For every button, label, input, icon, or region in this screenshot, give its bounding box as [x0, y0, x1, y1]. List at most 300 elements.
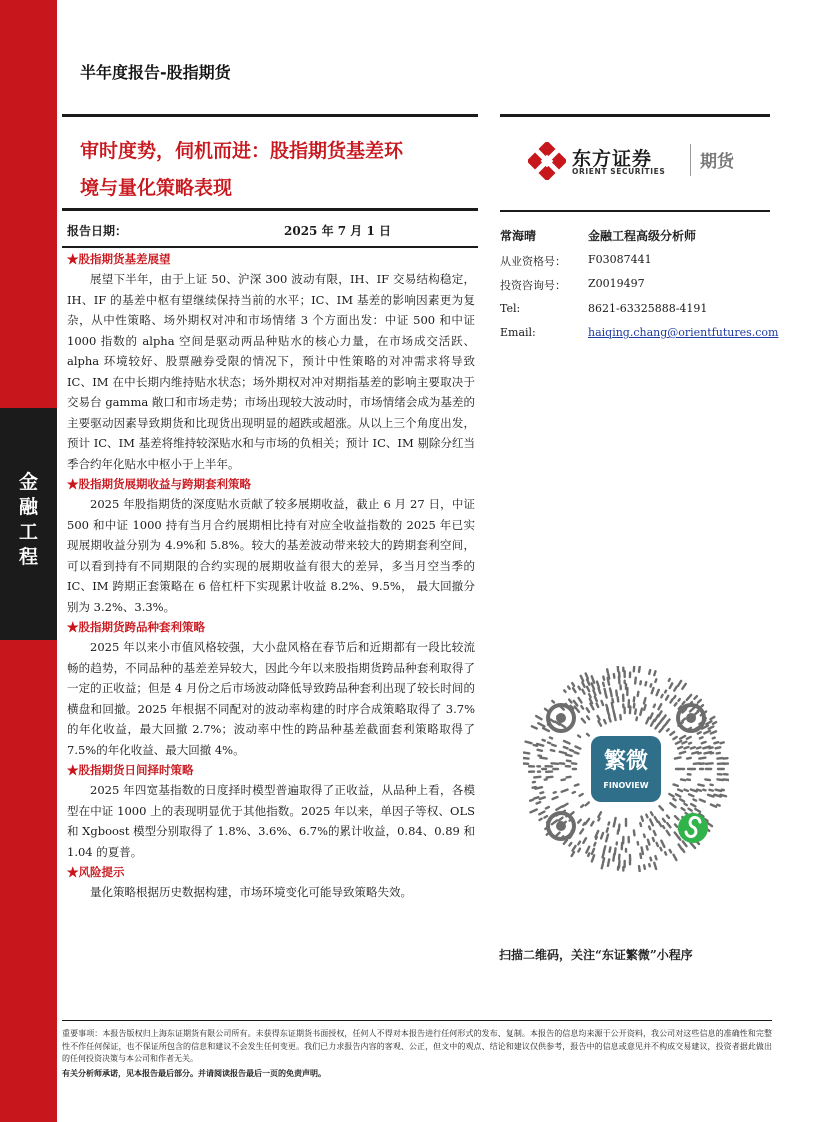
- qr-pattern-dot: [670, 732, 674, 735]
- qr-pattern-dot: [670, 803, 675, 807]
- qr-pattern-dot: [659, 711, 662, 716]
- qr-center-en: FINOVIEW: [603, 781, 649, 790]
- qr-pattern-dot: [684, 804, 686, 805]
- qr-pattern-dot: [651, 684, 652, 686]
- qr-pattern-dot: [592, 849, 594, 854]
- qr-pattern-dot: [564, 690, 565, 692]
- qr-pattern-dot: [603, 858, 604, 862]
- qr-pattern-dot: [684, 747, 688, 748]
- qr-pattern-dot: [691, 843, 696, 848]
- qr-pattern-dot: [543, 728, 549, 731]
- qr-pattern-dot: [568, 687, 570, 689]
- qr-pattern-dot: [649, 670, 650, 674]
- report-type: 半年度报告-股指期货: [80, 63, 231, 82]
- qr-pattern-dot: [556, 806, 562, 809]
- qr-pattern-dot: [536, 716, 541, 719]
- analyst-row: [500, 271, 770, 296]
- qr-pattern-dot: [676, 741, 681, 744]
- qr-pattern-dot: [663, 819, 665, 822]
- qr-pattern-dot: [663, 715, 666, 719]
- qr-pattern-dot: [602, 864, 603, 868]
- section-heading: ★股指期货跨品种套利策略: [67, 620, 205, 634]
- qr-finder-dot: [556, 713, 566, 723]
- qr-pattern-dot: [578, 820, 581, 823]
- qr-pattern-dot: [634, 830, 635, 835]
- qr-pattern-dot: [669, 679, 670, 681]
- qr-pattern-dot: [595, 697, 597, 701]
- qr-pattern-dot: [608, 674, 609, 678]
- qr-pattern-dot: [594, 843, 595, 846]
- analyst-header-row: [500, 222, 770, 247]
- analyst-row-value: Z0019497: [588, 277, 645, 290]
- qr-pattern-dot: [659, 806, 663, 810]
- report-title-line: 审时度势，伺机而进：股指期货基差环: [80, 140, 404, 162]
- qr-pattern-dot: [534, 745, 537, 746]
- qr-pattern-dot: [572, 683, 574, 686]
- qr-pattern-dot: [610, 847, 611, 851]
- qr-pattern-dot: [691, 747, 695, 748]
- category-char: 工: [18, 521, 38, 543]
- qr-pattern-dot: [682, 849, 684, 852]
- disclaimer: [62, 1020, 772, 1079]
- logo-cn: 东方证券: [572, 148, 653, 170]
- qr-pattern-dot: [667, 823, 670, 827]
- category-char: 程: [18, 546, 38, 568]
- qr-pattern-dot: [574, 701, 578, 706]
- qr-pattern-dot: [526, 742, 532, 744]
- divider: [500, 210, 770, 212]
- qr-pattern-dot: [723, 779, 729, 780]
- qr-pattern-dot: [581, 805, 583, 807]
- qr-pattern-dot: [682, 742, 686, 744]
- qr-pattern-dot: [569, 700, 571, 703]
- qr-pattern-dot: [543, 740, 545, 741]
- qr-pattern-dot: [552, 745, 556, 746]
- report-date-label: 报告日期：: [67, 224, 128, 238]
- analyst-email-link[interactable]: haiqing.chang@orientfutures.com: [588, 326, 779, 339]
- qr-pattern-dot: [711, 731, 716, 733]
- qr-pattern-dot: [650, 820, 653, 826]
- qr-pattern-dot: [646, 815, 647, 818]
- qr-pattern-dot: [708, 795, 714, 797]
- divider: [62, 208, 478, 211]
- qr-pattern-dot: [640, 854, 641, 858]
- qr-pattern-dot: [598, 721, 601, 726]
- qr-pattern-dot: [605, 689, 606, 692]
- qr-pattern-dot: [705, 779, 710, 780]
- qr-pattern-dot: [599, 688, 601, 693]
- qr-pattern-dot: [533, 787, 536, 788]
- qr-pattern-dot: [721, 742, 724, 743]
- section-heading: ★股指期货日间择时策略: [67, 763, 194, 777]
- qr-pattern-dot: [613, 854, 614, 861]
- qr-pattern-dot: [550, 737, 552, 738]
- qr-pattern-dot: [613, 710, 614, 714]
- qr-pattern-dot: [658, 704, 661, 709]
- divider: [62, 246, 478, 248]
- category-char: 金: [18, 471, 38, 493]
- qr-pattern-dot: [667, 720, 670, 723]
- qr-pattern-dot: [560, 752, 566, 754]
- qr-pattern-dot: [593, 690, 595, 695]
- qr-pattern-dot: [697, 790, 701, 791]
- qr-pattern-dot: [713, 722, 716, 724]
- qr-pattern-dot: [607, 828, 608, 831]
- qr-pattern-dot: [573, 792, 575, 793]
- qr-pattern-dot: [606, 705, 607, 710]
- qr-pattern-dot: [554, 792, 556, 793]
- orient-logo-icon: [528, 142, 566, 180]
- section: [67, 617, 475, 760]
- qr-pattern-dot: [716, 747, 721, 748]
- qr-pattern-dot: [649, 864, 650, 866]
- qr-code-image: [523, 666, 729, 872]
- qr-finder-dot: [686, 713, 696, 723]
- qr-pattern-dot: [654, 863, 656, 869]
- qr-pattern-dot: [534, 797, 538, 798]
- qr-pattern-dot: [669, 794, 673, 796]
- qr-pattern-dot: [552, 820, 557, 824]
- qr-pattern-dot: [661, 695, 662, 697]
- qr-pattern-dot: [562, 790, 568, 792]
- qr-pattern-dot: [670, 850, 671, 852]
- qr-pattern-dot: [596, 837, 597, 839]
- qr-pattern-dot: [666, 696, 668, 700]
- qr-pattern-dot: [566, 755, 571, 756]
- qr-pattern-dot: [694, 696, 697, 699]
- qr-pattern-dot: [576, 747, 581, 749]
- report-date-value: 2025 年 7 月 1 日: [284, 224, 391, 238]
- logo-suffix: 期货: [700, 152, 734, 172]
- qr-pattern-dot: [573, 688, 576, 692]
- qr-pattern-dot: [641, 817, 642, 821]
- qr-pattern-dot: [580, 794, 583, 796]
- qr-pattern-dot: [675, 824, 677, 826]
- qr-pattern-dot: [601, 833, 603, 838]
- qr-pattern-dot: [603, 677, 604, 680]
- qr-pattern-dot: [651, 812, 653, 815]
- paragraph-text: 量化策略根据历史数据构建，市场环境变化可能导致策略失效。: [90, 885, 412, 899]
- qr-pattern-dot: [674, 696, 675, 698]
- qr-pattern-dot: [587, 734, 589, 736]
- qr-pattern-dot: [597, 703, 599, 706]
- qr-pattern-dot: [588, 853, 589, 855]
- qr-pattern-dot: [659, 728, 662, 732]
- qr-pattern-dot: [586, 674, 588, 679]
- qr-pattern-dot: [691, 790, 697, 792]
- qr-pattern-dot: [709, 790, 712, 791]
- qr-pattern-dot: [552, 763, 559, 764]
- qr-pattern-dot: [604, 720, 605, 723]
- qr-pattern-dot: [717, 758, 722, 759]
- qr-pattern-dot: [680, 736, 685, 739]
- qr-pattern-dot: [592, 683, 594, 689]
- qr-pattern-dot: [581, 676, 583, 681]
- qr-pattern-dot: [699, 758, 705, 759]
- disclaimer-text: 重要事项：本报告版权归上海东证期货有限公司所有。未获得东证期货书面授权，任何人不得对本报告进行任何形式的发布、复制。本报告的信息均来源于公开资料，我公司对这些信息的准确性和完整性不作任何保证，也不保证所包含的信息和建议不会发生任何变更。我们已力求报告内容的客观、公正，但文中的观点、结论和建议仅供参考，报告中的信息或意见并不构成交易建议，投资者据此做出的任何投资决策与本公司和作者无关。: [62, 1029, 772, 1063]
- qr-pattern-dot: [552, 701, 554, 703]
- qr-pattern-dot: [616, 691, 617, 696]
- qr-pattern-dot: [612, 699, 613, 702]
- qr-pattern-dot: [673, 737, 676, 739]
- qr-pattern-dot: [683, 841, 687, 846]
- qr-pattern-dot: [711, 805, 716, 807]
- report-title: [80, 133, 475, 207]
- qr-pattern-dot: [682, 719, 685, 721]
- qr-pattern-dot: [667, 816, 669, 818]
- qr-pattern-dot: [587, 680, 589, 685]
- qr-pattern-dot: [582, 719, 585, 723]
- qr-center-cn: 繁微: [603, 749, 649, 774]
- qr-pattern-dot: [604, 846, 605, 851]
- qr-pattern-dot: [640, 823, 641, 826]
- qr-pattern-dot: [687, 695, 691, 700]
- qr-pattern-dot: [700, 800, 705, 802]
- qr-pattern-dot: [670, 699, 672, 702]
- qr-pattern-dot: [578, 849, 580, 852]
- qr-pattern-dot: [578, 736, 580, 737]
- qr-pattern-dot: [614, 824, 615, 827]
- qr-pattern-dot: [667, 831, 670, 835]
- qr-pattern-dot: [676, 794, 680, 796]
- qr-pattern-dot: [539, 812, 544, 815]
- section: [67, 862, 475, 903]
- qr-pattern-dot: [592, 855, 594, 861]
- analyst-row-label: Tel:: [500, 301, 521, 315]
- analyst-row-label: Email:: [500, 326, 536, 339]
- qr-pattern-dot: [538, 723, 544, 726]
- paragraph-text: 2025 年以来小市值风格较强，大小盘风格在春节后和近期都有一段比较流畅的趋势，不同品种的基差差异较大，因此今年以来股指期货跨品种套利取得了一定的正收益；但是 4 月份之后市场波动降低导致跨品种套利出现了较长时间的横盘和回撤。2025 年根据不同配对的波动率构建的时序合成策略取得了 3.7%的年化收益，最大回撤 2.7%；波动率中性的跨品种基差截面套利策略取得了 7.5%的年化收益、最大回撤 4%。: [67, 640, 475, 757]
- qr-pattern-dot: [687, 758, 691, 759]
- qr-pattern-dot: [569, 843, 571, 846]
- qr-pattern-dot: [602, 701, 603, 705]
- qr-pattern-dot: [717, 753, 720, 754]
- analyst-row: [500, 320, 779, 345]
- qr-pattern-dot: [642, 847, 643, 853]
- qr-pattern-dot: [598, 812, 601, 817]
- qr-pattern-dot: [578, 842, 580, 845]
- qr-pattern-dot: [592, 676, 594, 682]
- qr-pattern-dot: [590, 704, 593, 710]
- qr-pattern-dot: [551, 750, 554, 751]
- qr-pattern-dot: [564, 747, 568, 748]
- qr-pattern-dot: [534, 777, 540, 778]
- qr-pattern-dot: [562, 779, 565, 780]
- qr-pattern-dot: [691, 804, 695, 806]
- qr-pattern-dot: [692, 752, 698, 753]
- mini-program-qr-code[interactable]: [523, 666, 729, 872]
- qr-pattern-dot: [532, 726, 537, 728]
- analyst-row-label: 投资咨询号：: [500, 279, 566, 292]
- qr-pattern-dot: [572, 852, 574, 856]
- qr-pattern-dot: [540, 797, 545, 799]
- qr-pattern-dot: [540, 792, 543, 793]
- qr-pattern-dot: [655, 856, 656, 859]
- category-char: 融: [18, 496, 38, 518]
- qr-pattern-dot: [547, 777, 553, 778]
- section-paragraph: [67, 637, 475, 760]
- qr-pattern-dot: [570, 750, 573, 751]
- qr-pattern-dot: [587, 716, 589, 719]
- qr-pattern-dot: [612, 703, 613, 708]
- qr-caption: 扫描二维码，关注“东证繁微”小程序: [499, 948, 693, 962]
- qr-pattern-dot: [675, 703, 677, 705]
- qr-pattern-dot: [657, 843, 658, 846]
- section: [67, 474, 475, 617]
- qr-pattern-dot: [698, 785, 703, 786]
- qr-pattern-dot: [608, 859, 609, 865]
- qr-pattern-dot: [697, 747, 700, 748]
- qr-pattern-dot: [530, 800, 533, 801]
- qr-pattern-dot: [597, 682, 599, 688]
- qr-pattern-dot: [523, 758, 529, 759]
- section-paragraph: [67, 780, 475, 862]
- qr-pattern-dot: [635, 678, 636, 684]
- qr-pattern-dot: [703, 790, 705, 791]
- qr-pattern-dot: [657, 690, 659, 695]
- qr-pattern-dot: [567, 777, 571, 778]
- qr-pattern-dot: [680, 752, 685, 754]
- qr-pattern-dot: [647, 846, 648, 849]
- qr-pattern-dot: [575, 752, 579, 753]
- section-heading: ★股指期货展期收益与跨期套利策略: [67, 477, 251, 491]
- qr-pattern-dot: [654, 705, 655, 707]
- qr-pattern-dot: [587, 687, 589, 691]
- qr-pattern-dot: [575, 707, 579, 712]
- qr-pattern-dot: [659, 822, 662, 826]
- qr-pattern-dot: [609, 822, 610, 824]
- qr-pattern-dot: [546, 807, 549, 808]
- qr-pattern-dot: [670, 683, 673, 688]
- qr-pattern-dot: [650, 713, 652, 718]
- qr-pattern-dot: [695, 809, 700, 812]
- qr-pattern-dot: [553, 797, 558, 799]
- paragraph-text: 2025 年股指期货的深度贴水贡献了较多展期收益，截止 6 月 27 日，中证 500 和中证 1000 持有当月合约展期相比持有对应全收益指数的 2025 年已实现展期收益分别为 4.9%和 5.8%。较大的基差波动带来较大的跨期套利空间，可以看到持有不同期限的合约实现的展期收益有很大的差异，多当月空当季的 IC、IM 跨期正套策略在 6 倍杠杆下实现累计收益 8.2%、9.5%， 最大回撤分别为 3.2%、3.3%。: [67, 497, 475, 614]
- qr-pattern-dot: [663, 826, 664, 828]
- qr-pattern-dot: [538, 750, 542, 751]
- section: [67, 249, 475, 474]
- company-logo: [528, 140, 748, 182]
- qr-pattern-dot: [665, 691, 666, 693]
- qr-pattern-dot: [698, 700, 701, 703]
- qr-pattern-dot: [653, 838, 654, 841]
- divider: [62, 114, 478, 117]
- qr-pattern-dot: [589, 694, 590, 697]
- qr-pattern-dot: [702, 742, 706, 743]
- qr-pattern-dot: [689, 809, 692, 811]
- logo-en: ORIENT SECURITIES: [572, 167, 666, 176]
- qr-pattern-dot: [689, 743, 691, 744]
- analyst-info: [500, 222, 779, 345]
- qr-pattern-dot: [644, 835, 645, 837]
- section-paragraph: [67, 882, 475, 903]
- qr-pattern-dot: [583, 823, 584, 825]
- qr-pattern-dot: [646, 682, 647, 685]
- analyst-row: [500, 247, 770, 272]
- qr-pattern-dot: [673, 855, 676, 860]
- qr-pattern-dot: [673, 799, 675, 800]
- qr-pattern-dot: [721, 795, 726, 796]
- section-heading: ★股指期货基差展望: [67, 252, 171, 266]
- qr-pattern-dot: [693, 799, 696, 800]
- section-paragraph: [67, 269, 475, 474]
- analyst-row-value: F03087441: [588, 252, 652, 266]
- qr-pattern-dot: [540, 758, 546, 759]
- qr-pattern-dot: [587, 708, 589, 712]
- qr-pattern-dot: [674, 784, 678, 785]
- paragraph-text: 展望下半年，由于上证 50、沪深 300 波动有限，IH、IF 交易结构稳定，IH、IF 的基差中枢有望继续保持当前的水平；IC、IM 基差的影响因素更为复杂，从中性策略、场外期权对冲和市场情绪 3 个方面出发：中证 500 和中证 1000 指数的 alpha 空间是驱动两品种贴水的核心力量，在市场成交活跃、alpha 环境较好、股票融券受限的情况下，预计中性策略的对冲需求将导致 IC、IM 在中长期内维持贴水状态；场外期权对冲对期指基差的影响主要取决于交易台 gamma 敞口和市场走势；市场出现较大波动时，市场情绪会成为基差的主要驱动因素导致期货和比现货出现明显的超跌或超涨。从以上三个角度出发，预计 IC、IM 基差将维持较深贴水和与市场的负相关；预计 IC、IM 剔除分红当季合约年化贴水中枢小于上半年。: [67, 272, 475, 471]
- qr-pattern-dot: [578, 687, 580, 690]
- qr-pattern-dot: [635, 710, 636, 714]
- qr-pattern-dot: [684, 790, 687, 791]
- qr-pattern-dot: [717, 805, 719, 806]
- qr-pattern-dot: [660, 848, 661, 850]
- qr-pattern-dot: [598, 716, 600, 720]
- logo-separator: [690, 144, 691, 176]
- qr-pattern-dot: [531, 809, 537, 812]
- qr-pattern-dot: [709, 747, 712, 748]
- qr-pattern-dot: [652, 688, 654, 693]
- paragraph-text: 2025 年四宽基指数的日度择时模型普遍取得了正收益，从品种上看，各模型在中证 1000 上的表现明显优于其他指数。2025 年以来，单因子等权、OLS 和 Xgboost 模型分别取得了 1.8%、3.6%、6.7%的累计收益，0.84、0.89 和 1.04 的夏普。: [67, 783, 475, 859]
- qr-pattern-dot: [714, 742, 718, 743]
- qr-pattern-dot: [603, 683, 604, 686]
- qr-pattern-dot: [586, 847, 589, 853]
- qr-pattern-dot: [607, 669, 608, 672]
- divider: [500, 114, 770, 117]
- qr-pattern-dot: [704, 731, 710, 734]
- qr-pattern-dot: [665, 852, 666, 854]
- qr-pattern-dot: [563, 804, 568, 807]
- qr-pattern-dot: [545, 709, 547, 711]
- qr-pattern-dot: [544, 816, 547, 818]
- qr-pattern-dot: [701, 705, 703, 706]
- qr-pattern-dot: [573, 846, 576, 851]
- qr-pattern-dot: [678, 837, 680, 840]
- qr-pattern-dot: [537, 802, 541, 803]
- qr-pattern-dot: [708, 823, 712, 826]
- analyst-name: 常海晴: [500, 229, 537, 243]
- qr-pattern-dot: [687, 737, 691, 739]
- qr-pattern-dot: [716, 790, 722, 791]
- qr-pattern-dot: [575, 784, 579, 785]
- qr-pattern-dot: [550, 720, 554, 722]
- qr-pattern-dot: [567, 761, 571, 762]
- qr-pattern-dot: [582, 690, 584, 694]
- qr-pattern-dot: [655, 817, 658, 822]
- qr-pattern-dot: [583, 838, 586, 843]
- qr-pattern-dot: [648, 840, 650, 845]
- qr-pattern-dot: [649, 827, 650, 830]
- qr-pattern-dot: [591, 822, 593, 826]
- qr-pattern-dot: [606, 835, 608, 842]
- qr-pattern-dot: [682, 808, 685, 810]
- analyst-row: [500, 296, 770, 321]
- qr-pattern-dot: [654, 671, 655, 675]
- qr-pattern-dot: [680, 799, 684, 801]
- qr-pattern-dot: [579, 698, 582, 703]
- qr-pattern-dot: [713, 738, 715, 739]
- disclaimer-note: 有关分析师承诺，见本报告最后部分。并请阅读报告最后一页的免责声明。: [62, 1067, 326, 1078]
- qr-pattern-dot: [636, 717, 637, 720]
- qr-pattern-dot: [644, 705, 645, 710]
- qr-pattern-dot: [646, 718, 649, 724]
- qr-pattern-dot: [674, 687, 676, 691]
- qr-pattern-dot: [698, 753, 700, 754]
- qr-pattern-dot: [559, 818, 563, 821]
- qr-pattern-dot: [609, 717, 610, 721]
- qr-pattern-dot: [675, 757, 681, 758]
- analyst-row-value: 8621-63325888-4191: [588, 301, 708, 315]
